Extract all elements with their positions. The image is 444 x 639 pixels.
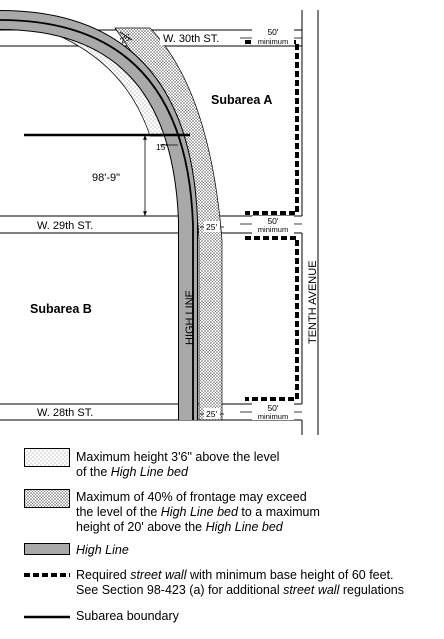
dim-50-minimum-mid xyxy=(252,216,294,234)
dim-50-sub: minimum xyxy=(257,37,289,46)
dim-label-98-9: 98'-9" xyxy=(92,172,121,184)
high-line-label: HIGH LINE xyxy=(184,289,196,345)
dim-50-minimum-bottom xyxy=(252,402,294,421)
dim-50-minimum-top xyxy=(252,26,294,46)
street-label-w28: W. 28th ST. xyxy=(37,407,94,419)
legend-dense-line2: the level of the High Line bed to a maximum xyxy=(76,505,320,519)
legend-subarea-boundary-label: Subarea boundary xyxy=(76,609,179,623)
legend-light-line1: Maximum height 3'6" above the level xyxy=(76,450,280,464)
dim-label-25-w29: 25' xyxy=(206,222,218,232)
street-label-w30: W. 30th ST. xyxy=(163,33,220,45)
dim-50-value: 50' xyxy=(267,216,279,226)
subarea-a-label: Subarea A xyxy=(211,93,273,107)
legend-high-line-label: High Line xyxy=(76,543,129,557)
subarea-b-label: Subarea B xyxy=(30,302,92,316)
legend-street-wall-line1: Required street wall with minimum base height of 60 feet. xyxy=(76,568,394,582)
dim-label-25-top: 25' xyxy=(118,31,133,46)
dim-50-sub: minimum xyxy=(257,412,289,421)
dim-label-15: 15' xyxy=(156,142,168,152)
legend-light-stipple-swatch xyxy=(24,448,70,467)
dim-label-25-w28: 25' xyxy=(206,409,218,419)
legend-street-wall-swatch xyxy=(24,571,70,579)
dim-50-value: 50' xyxy=(267,27,279,37)
legend-high-line-swatch xyxy=(24,543,70,555)
legend-street-wall-line2: See Section 98-423 (a) for additional street wall regulations xyxy=(76,583,404,597)
legend-dense-line1: Maximum of 40% of frontage may exceed xyxy=(76,490,307,504)
dim-50-sub: minimum xyxy=(257,225,289,234)
legend-light-line2: of the High Line bed xyxy=(76,465,188,479)
legend-dense-line3: height of 20' above the High Line bed xyxy=(76,520,283,534)
dim-50-value: 50' xyxy=(267,403,279,413)
street-label-tenth-avenue: TENTH AVENUE xyxy=(307,260,319,344)
legend-dense-stipple-swatch xyxy=(24,489,70,508)
legend-subarea-boundary-swatch xyxy=(24,614,70,620)
street-label-w29: W. 29th ST. xyxy=(37,220,94,232)
